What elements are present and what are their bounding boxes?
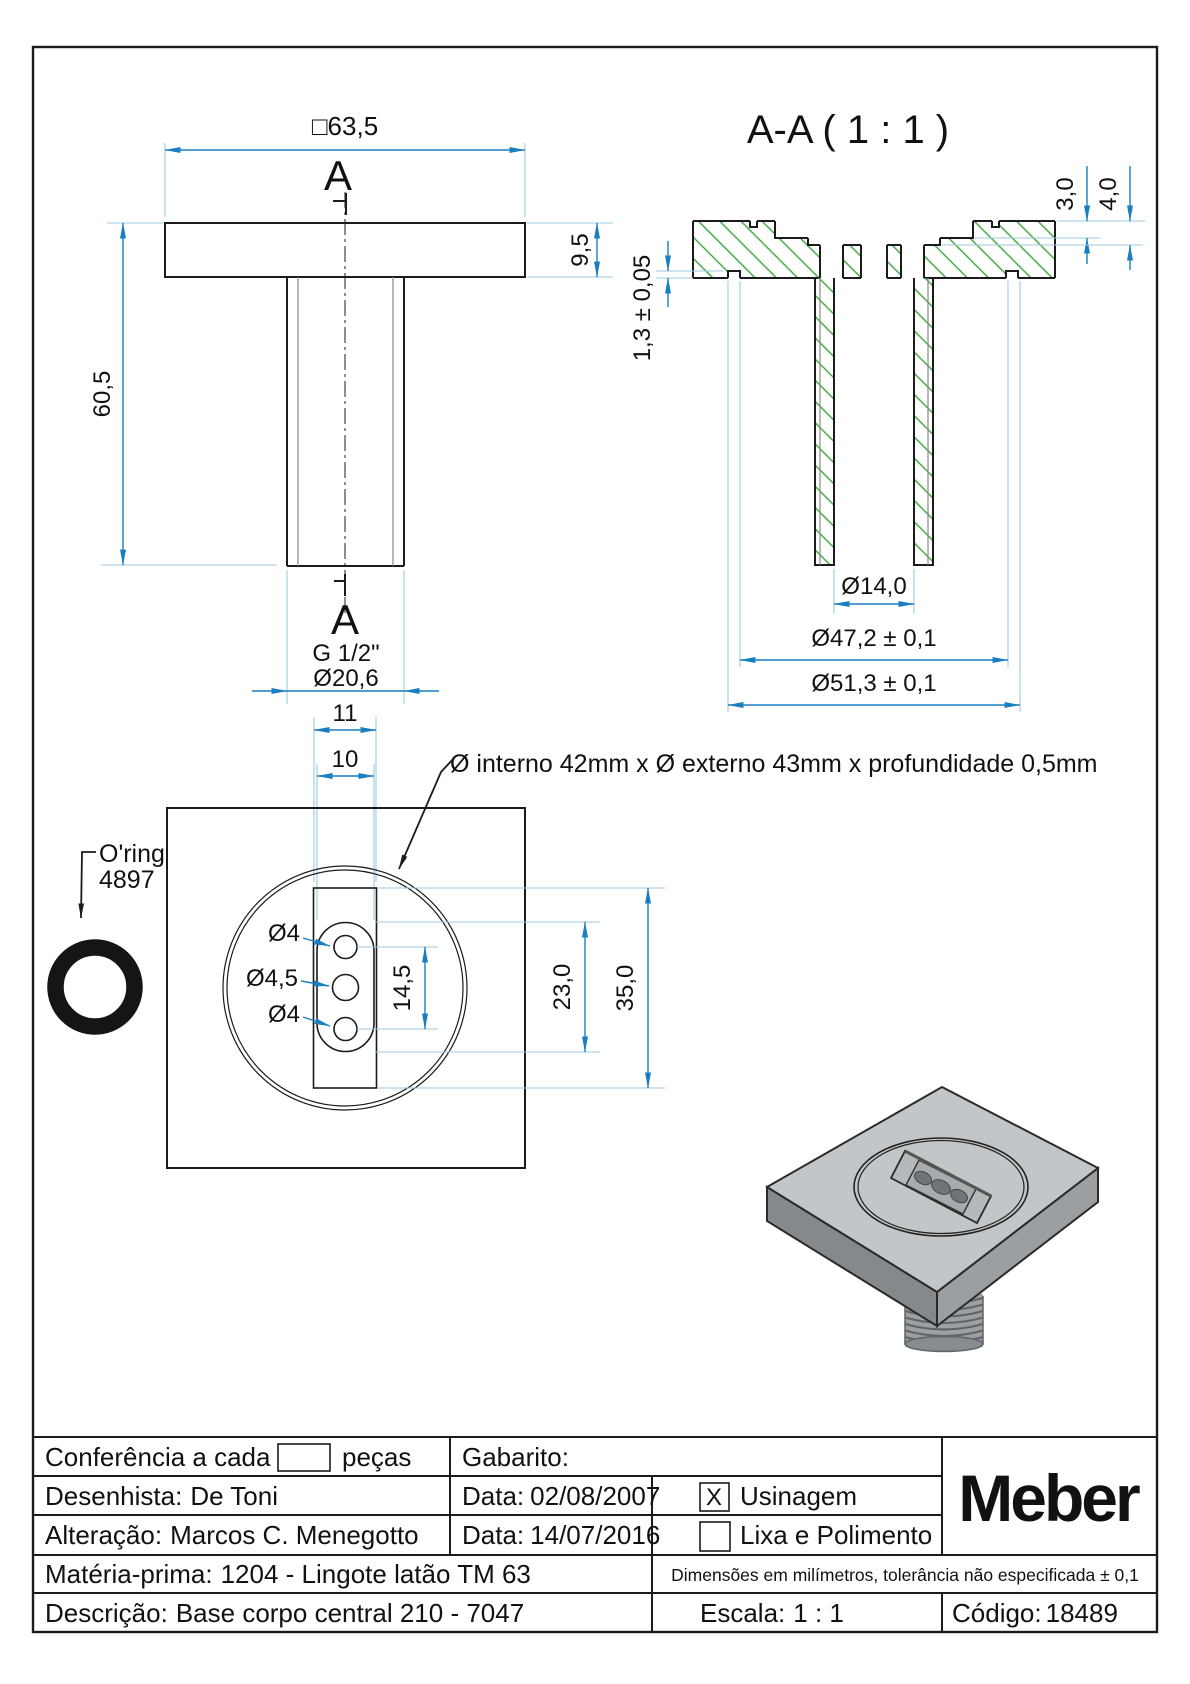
escala-value: 1 : 1 bbox=[793, 1598, 844, 1628]
descricao-value: Base corpo central 210 - 7047 bbox=[175, 1598, 525, 1628]
data2-label: Data: bbox=[462, 1520, 525, 1550]
sheet-border bbox=[33, 47, 1157, 1632]
codigo-field bbox=[952, 1598, 1118, 1628]
dim-hole-bottom: Ø4 bbox=[267, 1001, 300, 1028]
escala-label: Escala: bbox=[700, 1598, 786, 1628]
codigo-value: 18489 bbox=[1045, 1598, 1118, 1628]
thread-label: G 1/2" bbox=[312, 640, 380, 667]
dim-slot-width: 11 bbox=[332, 700, 358, 727]
dim-groove-inner: Ø47,2 ± 0,1 bbox=[811, 625, 937, 652]
slot-recess-void bbox=[775, 221, 973, 238]
desenhista-label: Desenhista: bbox=[45, 1481, 183, 1511]
dim-slot-depth: 3,0 bbox=[1052, 177, 1079, 211]
data2-value: 14/07/2016 bbox=[530, 1520, 661, 1550]
dim-pocket-width: 10 bbox=[331, 746, 359, 773]
stem-wall-hatch bbox=[815, 278, 834, 565]
oring-groove-notch bbox=[1006, 271, 1018, 278]
desenhista-value: De Toni bbox=[190, 1481, 278, 1511]
dim-pocket-length: 23,0 bbox=[549, 963, 576, 1011]
data1-field bbox=[462, 1481, 660, 1511]
dim-groove-depth: 1,3 ± 0,05 bbox=[629, 254, 656, 362]
stem-wall-hatch bbox=[914, 278, 933, 565]
hole-void bbox=[901, 245, 924, 278]
oring-number: 4897 bbox=[99, 866, 155, 894]
pecas-label: peças bbox=[342, 1442, 412, 1472]
dim-bore: Ø14,0 bbox=[841, 573, 907, 600]
tolerancia-note: Dimensões em milímetros, tolerância não especificada ± 0,1 bbox=[671, 1565, 1139, 1585]
dim-square-width: □63,5 bbox=[311, 111, 379, 141]
dim-pocket-depth: 4,0 bbox=[1095, 177, 1122, 211]
dim-hole-spacing: 14,5 bbox=[389, 964, 416, 1012]
dim-overall-height: 60,5 bbox=[89, 370, 116, 418]
alteracao-value: Marcos C. Menegotto bbox=[170, 1520, 419, 1550]
codigo-label: Código: bbox=[952, 1598, 1042, 1628]
materia-label: Matéria-prima: bbox=[45, 1559, 213, 1589]
alteracao-label: Alteração: bbox=[45, 1520, 163, 1550]
materia-field bbox=[45, 1559, 531, 1589]
materia-value: 1204 - Lingote latão TM 63 bbox=[220, 1559, 531, 1589]
data1-value: 02/08/2007 bbox=[530, 1481, 661, 1511]
lixa-label: Lixa e Polimento bbox=[740, 1520, 933, 1550]
data1-label: Data: bbox=[462, 1481, 525, 1511]
conferencia-label: Conferência a cada bbox=[45, 1442, 271, 1472]
company-logo: Meber bbox=[958, 1461, 1138, 1535]
oring-label: O'ring bbox=[99, 840, 165, 868]
pocket-recess-void bbox=[808, 238, 940, 245]
section-label-a-bottom: A bbox=[330, 596, 360, 643]
data2-field bbox=[462, 1520, 660, 1550]
dim-flange-thickness: 9,5 bbox=[567, 233, 594, 267]
groove-annotation: Ø interno 42mm x Ø externo 43mm x profundidade 0,5mm bbox=[450, 750, 1098, 778]
dim-groove-outer: Ø51,3 ± 0,1 bbox=[811, 670, 937, 697]
desenhista-field bbox=[45, 1481, 278, 1511]
section-label-a-top: A bbox=[323, 152, 353, 199]
hole-void bbox=[861, 245, 887, 278]
dim-slot-length: 35,0 bbox=[612, 964, 639, 1012]
gabarito-label: Gabarito: bbox=[462, 1442, 569, 1472]
usinagem-label: Usinagem bbox=[740, 1481, 858, 1511]
escala-field bbox=[700, 1598, 844, 1628]
usinagem-check-mark: X bbox=[705, 1484, 723, 1511]
dim-hole-top: Ø4 bbox=[267, 920, 300, 947]
hole-void bbox=[820, 245, 843, 278]
dim-stem-diameter: Ø20,6 bbox=[313, 665, 379, 692]
dim-hole-middle: Ø4,5 bbox=[245, 965, 298, 992]
alteracao-field bbox=[45, 1520, 419, 1550]
descricao-label: Descrição: bbox=[45, 1598, 168, 1628]
descricao-field bbox=[45, 1598, 524, 1628]
section-title: A-A ( 1 : 1 ) bbox=[746, 108, 950, 152]
oring-groove-notch bbox=[728, 271, 740, 278]
